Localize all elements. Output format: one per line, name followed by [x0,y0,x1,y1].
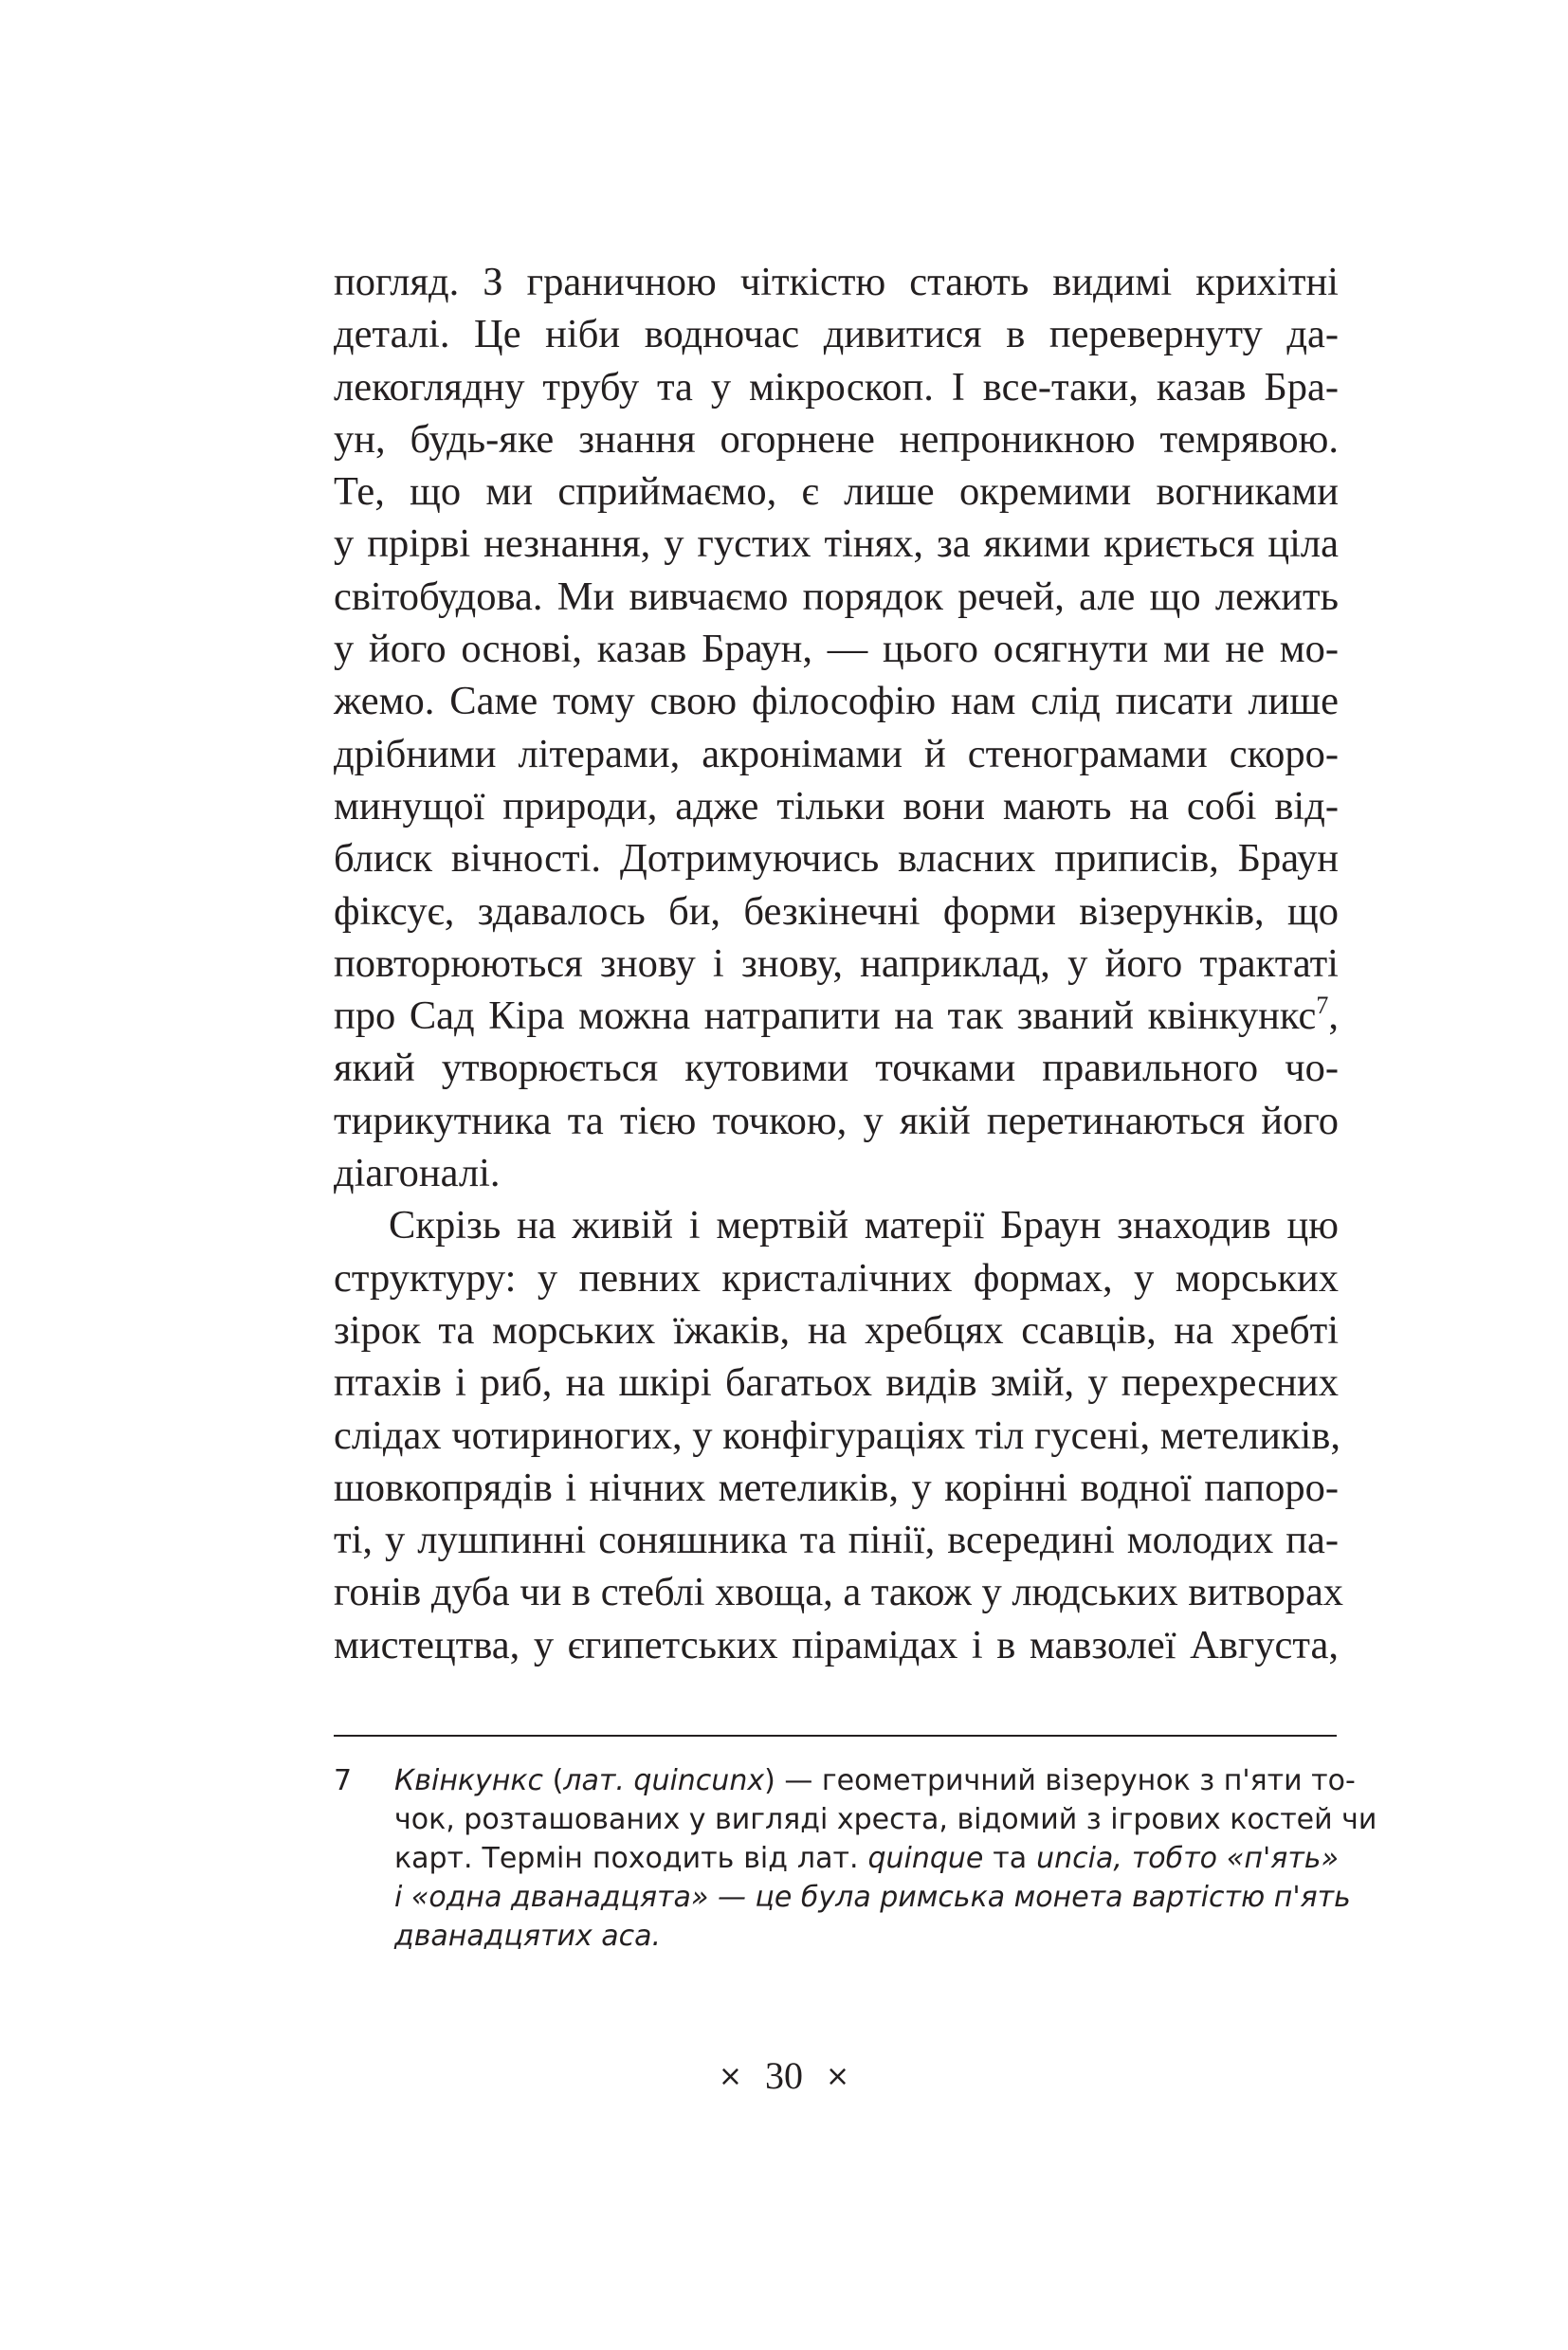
text-line: блиск вічності. Дотримуючись власних приписів, Браун [334,836,1339,882]
footnote-text: ) — геометричний візерунок з п'яти то- [764,1764,1356,1797]
text-line: зірок та морських їжаків, на хребцях ссавців, на хребті [334,1307,1339,1353]
footnote [334,1761,1377,1956]
text-line: повторюються знову і знову, наприклад, у його трактаті [334,940,1339,986]
text-line: слідах чотириногих, у конфігураціях тіл гусені, метеликів, [334,1412,1341,1458]
footnote-text [625,1764,634,1797]
text-line: птахів і риб, на шкірі багатьох видів змій, у перехресних [334,1360,1339,1406]
text-line-with-footnote-ref [334,990,1339,1042]
text-line: минущої природи, адже тільки вони мають на собі від- [334,783,1339,829]
footnote-text: та [983,1842,1037,1875]
text-line: тирикутника та тією точкою, у якій перетинаються його [334,1098,1339,1143]
text-line: світобудова. Ми вивчаємо порядок речей, але що лежить [334,574,1339,619]
footnote-text: ( [543,1764,564,1797]
text-line: мистецтва, у єгипетських пірамідах і в мавзолеї Августа, [334,1622,1339,1667]
footnote-abbrev: лат. [563,1764,625,1797]
text-line: шовкопрядів і нічних метеликів, у корінні водної папоро- [334,1465,1339,1510]
text-line: деталі. Це ніби водночас дивитися в перевернуту да- [334,312,1339,357]
text-line: ті, у лушпинні соняшника та пінії, всередині молодих па- [334,1518,1339,1563]
text-line: структуру: у певних кристалічних формах, у морських [334,1255,1339,1301]
text-line: у прірві незнання, у густих тінях, за якими криється ціла [334,521,1339,567]
text-line: лекоглядну трубу та у мікроскоп. І все-таки, казав Бра- [334,364,1339,410]
text-line-content: про Сад Кіра можна натрапити на так званий квінкункс [334,993,1317,1039]
text-line: дрібними літерами, акронімами й стенограмами скоро- [334,731,1339,776]
footnote-latin-word: uncia [1036,1842,1114,1875]
footnote-line [394,1839,1339,1878]
footnote-ref-suffix: , [1328,993,1339,1039]
footnote-line [394,1761,1356,1800]
text-line: Те, що ми сприймаємо, є лише окремими вогниками [334,469,1339,515]
footnote-latin-word: quinque [867,1842,984,1875]
footnote-line: і «одна дванадцята» — це була римська монета вартістю п'ять [394,1881,1351,1914]
footnote-latin-word: quincunx [633,1764,765,1797]
footnote-reference[interactable]: 7 [1316,992,1329,1020]
paragraph-start-line: Скрізь на живій і мертвій матерії Браун знаходив цю [389,1203,1339,1248]
text-line: у його основі, казав Браун, — цього осягнути ми не мо- [334,627,1339,672]
text-line: який утворюється кутовими точками правильного чо- [334,1046,1339,1091]
footnote-number: 7 [334,1764,353,1797]
footnote-body [394,1761,1377,1956]
footnote-line: чок, розташованих у вигляді хреста, відомий з ігрових костей чи [394,1803,1377,1836]
ornament-left-icon: × [718,2060,742,2093]
body-text [334,256,1344,1671]
text-line: фіксує, здавалось би, безкінечні форми візерунків, що [334,888,1339,934]
footnote-term: Квінкункс [394,1764,544,1797]
text-line: погляд. З граничною чіткістю стають видимі крихітні [334,260,1339,304]
page-number-value: 30 [765,2054,803,2097]
ornament-right-icon: × [826,2060,850,2093]
text-line: гонів дуба чи в стеблі хвоща, а також у людських витворах [334,1570,1344,1615]
footnote-text: карт. Термін походить від лат. [394,1842,868,1875]
text-line: ун, будь-яке знання огорнене непроникною темрявою. [334,416,1339,462]
footnote-separator [334,1735,1337,1737]
footnote-text: , тобто «п'ять» [1113,1842,1340,1875]
page-number [0,2052,1568,2104]
text-line: жемо. Саме тому свою філософію нам слід писати лише [334,679,1339,724]
footnote-line: дванадцятих аса. [394,1920,662,1953]
text-line: діагоналі. [334,1151,501,1196]
